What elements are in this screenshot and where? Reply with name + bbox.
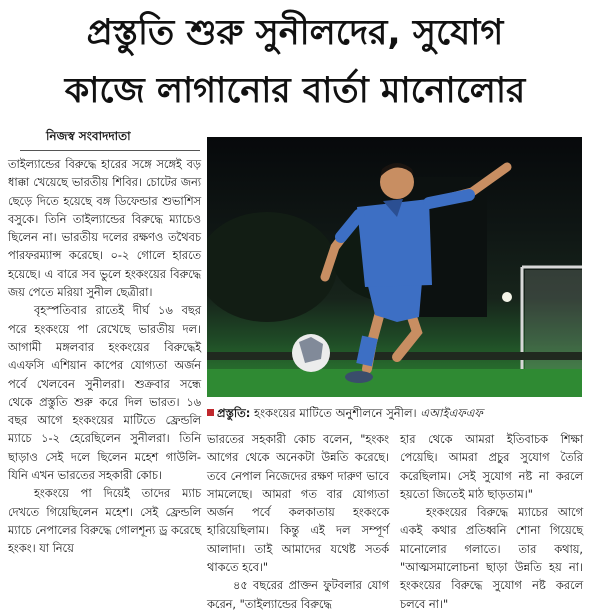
caption-marker bbox=[207, 409, 214, 416]
byline: নিজস্ব সংবাদদাতা bbox=[46, 129, 131, 143]
footballer-illustration bbox=[207, 137, 582, 397]
headline bbox=[8, 4, 582, 120]
paragraph: ৪৫ বছরের প্রাক্তন ফুটবলার যোগ করেন, "তাইল্যান্ডের বিরুদ্ধে bbox=[207, 579, 389, 611]
floodlight bbox=[502, 292, 512, 302]
article-column-1 bbox=[8, 156, 201, 559]
paragraph: হংকংয়ে পা দিয়েই তাদের ম্যাচ দেখতে গিয়েছিলেন মহেশ। সেই ফ্রেন্ডলি ম্যাচে নেপালের বিরুদ্ধে গোলশূন্য ড্র করেছে হংকং। যা নিয়ে bbox=[8, 487, 201, 556]
paragraph: ভারতের সহকারী কোচ বলেন, "হংকং আগের থেকে অনেকটা উন্নতি করেছে। তবে নেপাল নিজেদের রক্ষণ দারুণ ভাবে সামলেছে। আমরা গত বার যোগ্যতা অর্জন পর্বে কলকাতায় হংকংকে হারিয়েছিলাম। কিন্তু এই দল সম্পূর্ণ আলাদা। তাই আমাদের যথেষ্ট সতর্ক থাকতে হবে।" bbox=[207, 433, 389, 575]
trees bbox=[207, 212, 337, 322]
photo-caption bbox=[207, 405, 582, 424]
caption-lead: প্রস্তুতি: bbox=[217, 406, 251, 420]
headline-line-2: কাজে লাগানোর বার্তা মানোলোর bbox=[64, 71, 526, 111]
paragraph: হংকংয়ের বিরুদ্ধে ম্যাচের আগে একই কথার প্রতিধ্বনি শোনা গিয়েছে মানোলোর গলাতে। তার কথায়, "আত্মসমালোচনা ছাড়া উন্নতি হয় না। হংকংয়ের বিরুদ্ধে সুযোগ নষ্ট করলে চলবে না।" bbox=[400, 506, 583, 611]
headline-line-1: প্রস্তুতি শুরু সুনীলদের, সুযোগ bbox=[86, 13, 504, 53]
paragraph: তাইল্যান্ডের বিরুদ্ধে হারের সঙ্গে সঙ্গেই বড় ধাক্কা খেয়েছে ভারতীয় শিবির। চোটের জন্য ছেড়ে দিতে হয়েছে বঙ্গ ডিফেন্ডার শুভাশিস বসুকে। তিনি তাইল্যান্ডের বিরুদ্ধে ম্যাচেও ছিলেন না। ভারতীয় দলের রক্ষণও তথৈবচ পারফরম্যান্স করেছে। ০-২ গোলে হারতে হয়েছে। এ বারে সব ভুলে হংকংয়ের বিরুদ্ধে জয় পেতে মরিয়া সুনীল ছেত্রীরা। bbox=[8, 158, 201, 300]
paragraph: বৃহস্পতিবার রাতেই দীর্ঘ ১৬ বছর পরে হংকংয়ে পা রেখেছে ভারতীয় দল। আগামী মঙ্গলবার হংকংয়ের বিরুদ্ধেই এএফসি এশিয়ান কাপের যোগ্যতা অর্জন পর্বে খেলবেন সুনীলরা। শুক্রবার সন্ধে থেকে প্রস্তুতি শুরু করে দিল ভারত। ১৬ বছর আগে হংকংয়ের মাটিতে ফ্রেন্ডলি ম্যাচে ১-২ হেরেছিলেন সুনীলরা। তিনি ছাড়াও সেই দলে ছিলেন মহেশ গাউলি- যিনি এখন ভারতের সহকারী কোচ। bbox=[8, 304, 201, 483]
caption-credit: এআইএফএফ bbox=[420, 406, 483, 420]
byline-rule bbox=[20, 150, 200, 151]
caption-text: হংকংয়ের মাটিতে অনুশীলনে সুনীল। bbox=[250, 406, 421, 420]
pitch-grass bbox=[207, 369, 582, 397]
football bbox=[292, 334, 330, 372]
article-column-2 bbox=[207, 431, 389, 614]
news-photo bbox=[207, 137, 582, 397]
article-column-3 bbox=[400, 431, 583, 614]
paragraph: হার থেকে আমরা ইতিবাচক শিক্ষা পেয়েছি। আমরা প্রচুর সুযোগ তৈরি করেছিলাম। সেই সুযোগ নষ্ট না করলে হয়তো জিতেই মাঠ ছাড়তাম।" bbox=[400, 433, 583, 501]
